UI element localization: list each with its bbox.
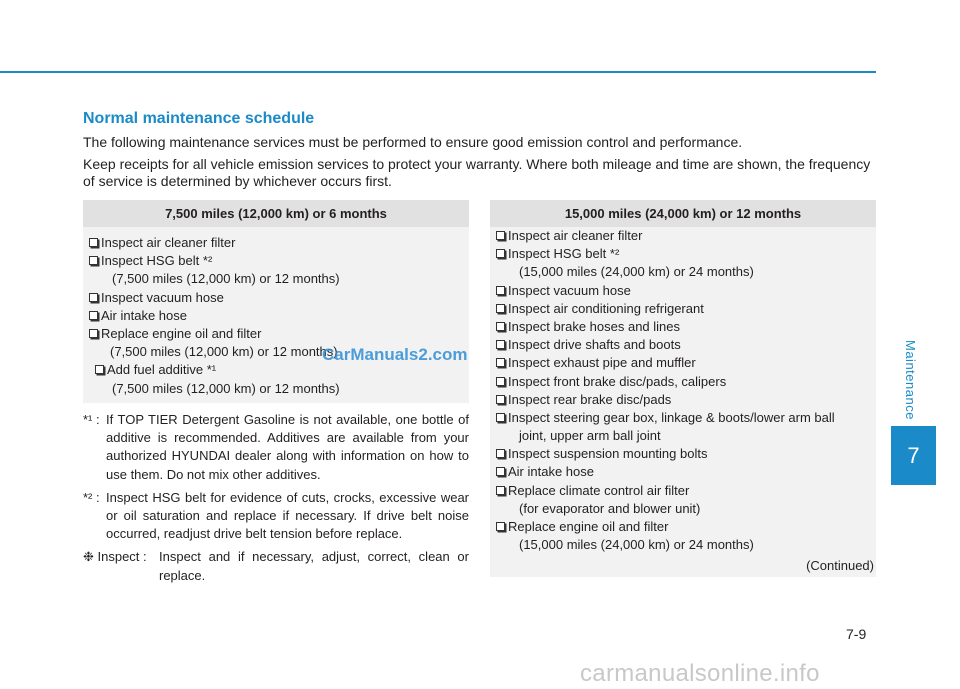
watermark-center: CarManuals2.com <box>322 345 468 364</box>
legend-text: Inspect and if necessary, adjust, correct, clean or replace. <box>159 549 469 583</box>
checklist-item: Air intake hose <box>490 463 876 481</box>
checklist-item: Inspect brake hoses and lines <box>490 318 876 336</box>
page-title: Normal maintenance schedule <box>83 110 315 127</box>
checklist-note: (15,000 miles (24,000 km) or 24 months) <box>519 537 754 553</box>
checklist-item: Inspect drive shafts and boots <box>490 336 876 354</box>
checklist-item: Replace engine oil and filter <box>490 518 876 536</box>
checkbox-icon <box>496 522 505 531</box>
checklist <box>490 227 876 554</box>
checkbox-icon <box>496 340 505 349</box>
checklist <box>83 227 469 398</box>
chapter-tab: 7 <box>891 426 936 485</box>
checkbox-icon <box>89 329 98 338</box>
checkbox-icon <box>496 413 505 422</box>
checklist-item: Inspect HSG belt *² <box>490 245 876 263</box>
checkbox-icon <box>496 377 505 386</box>
intro-paragraph-2: Keep receipts for all vehicle emission services to protect your warranty. Where both mileage and time are shown, the frequency of service is determined by whichever occurs first. <box>83 156 871 189</box>
checklist-item: Inspect vacuum hose <box>83 289 469 307</box>
checkbox-icon <box>496 304 505 313</box>
checklist-note: (7,500 miles (12,000 km) or 12 months) <box>112 271 340 287</box>
checklist-note: (for evaporator and blower unit) <box>519 500 701 516</box>
schedule-panel-15000 <box>490 200 876 577</box>
checkbox-icon <box>89 238 98 247</box>
checkbox-icon <box>89 256 98 265</box>
checklist-item: Air intake hose <box>83 307 469 325</box>
checklist-item: Inspect steering gear box, linkage & boots/lower arm ball <box>490 409 876 427</box>
checkbox-icon <box>496 486 505 495</box>
checkbox-icon <box>496 249 505 258</box>
checklist-note: (7,500 miles (12,000 km) or 12 months) <box>110 344 338 360</box>
page-number: 7-9 <box>846 626 867 642</box>
checklist-item: Inspect air cleaner filter <box>83 234 469 252</box>
checklist-item: Inspect front brake disc/pads, calipers <box>490 373 876 391</box>
section-side-label: Maintenance <box>903 340 918 420</box>
checklist-item: Inspect vacuum hose <box>490 282 876 300</box>
checkbox-icon <box>496 322 505 331</box>
checklist-item: Replace engine oil and filter <box>83 325 469 343</box>
checklist-note: (7,500 miles (12,000 km) or 12 months) <box>112 380 340 396</box>
footnote-1-text: If TOP TIER Detergent Gasoline is not available, one bottle of additive is recommended. Additives are available from your authorized HYUNDAI dealer along with information on how to use them. Do not mix other additives. <box>106 412 469 482</box>
checklist-item: Replace climate control air filter <box>490 482 876 500</box>
checkbox-icon <box>496 286 505 295</box>
checklist-item: Inspect exhaust pipe and muffler <box>490 354 876 372</box>
checklist-item: Inspect suspension mounting bolts <box>490 445 876 463</box>
footnote-2-text: Inspect HSG belt for evidence of cuts, crocks, excessive wear or oil saturation and replace if necessary. If drive belt noise occurred, readjust drive belt tension before replace. <box>106 489 469 542</box>
top-rule <box>0 71 876 73</box>
checklist-item: Inspect air conditioning refrigerant <box>490 300 876 318</box>
checkbox-icon <box>496 449 505 458</box>
checkbox-icon <box>89 293 98 302</box>
watermark-footer: carmanualsonline.info <box>580 660 820 687</box>
legend-mark: ❉ Inspect : <box>83 549 147 565</box>
footnote-1 <box>83 411 469 484</box>
checklist-note: (15,000 miles (24,000 km) or 24 months) <box>519 264 754 280</box>
intro-paragraph-1: The following maintenance services must be performed to ensure good emission control and performance. <box>83 134 743 150</box>
footnote-1-mark: *¹ : <box>83 412 100 427</box>
footnote-2 <box>83 489 469 544</box>
checkbox-icon <box>496 231 505 240</box>
legend-note <box>83 548 469 584</box>
footnotes <box>83 411 469 585</box>
footnote-2-mark: *² : <box>83 489 100 505</box>
checkbox-icon <box>89 311 98 320</box>
checkbox-icon <box>496 358 505 367</box>
panel-header: 7,500 miles (12,000 km) or 6 months <box>83 200 469 227</box>
checklist-item: Add fuel additive *¹ <box>83 361 469 379</box>
checklist-item: Inspect rear brake disc/pads <box>490 391 876 409</box>
checklist-item: Inspect HSG belt *² <box>83 252 469 270</box>
checklist-note: joint, upper arm ball joint <box>519 428 661 444</box>
panel-header: 15,000 miles (24,000 km) or 12 months <box>490 200 876 227</box>
schedule-panel-7500 <box>83 200 469 403</box>
checkbox-icon <box>496 467 505 476</box>
checklist-item: Inspect air cleaner filter <box>490 227 876 245</box>
checkbox-icon <box>95 365 104 374</box>
checkbox-icon <box>496 395 505 404</box>
continued-label: (Continued) <box>806 558 874 573</box>
